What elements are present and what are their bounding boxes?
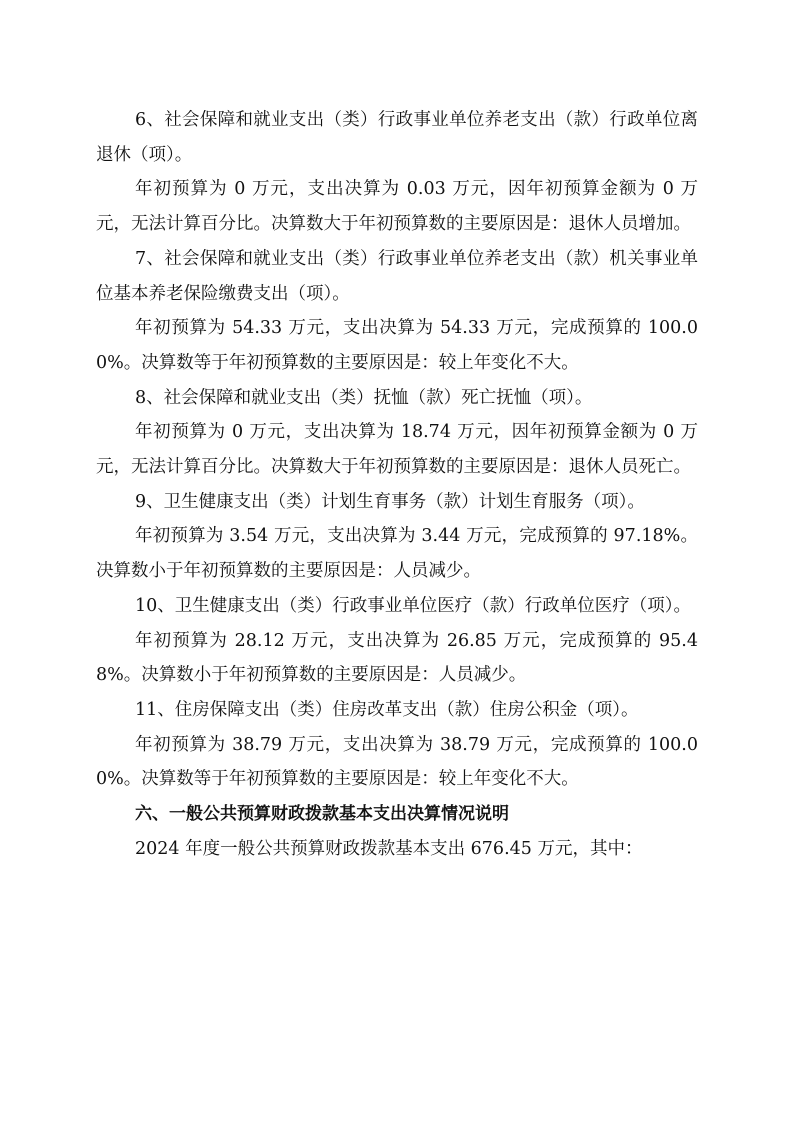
paragraph-item-8-detail: 年初预算为 0 万元，支出决算为 18.74 万元，因年初预算金额为 0 万元，无法计算百分比。决算数大于年初预算数的主要原因是：退休人员死亡。: [96, 422, 698, 478]
paragraph-item-6-title: 6、社会保障和就业支出（类）行政事业单位养老支出（款）行政单位离退休（项）。: [96, 110, 698, 165]
paragraph-item-9-detail: 年初预算为 3.54 万元，支出决算为 3.44 万元，完成预算的 97.18%。决算数小于年初预算数的主要原因是：人员减少。: [96, 526, 698, 582]
paragraph-item-8-title: 8、社会保障和就业支出（类）抚恤（款）死亡抚恤（项）。: [135, 387, 593, 408]
section-intro: 2024 年度一般公共预算财政拨款基本支出 676.45 万元，其中：: [135, 838, 643, 859]
paragraph-item-10-title: 10、卫生健康支出（类）行政事业单位医疗（款）行政单位医疗（项）。: [135, 595, 692, 616]
paragraph-item-7-detail: 年初预算为 54.33 万元，支出决算为 54.33 万元，完成预算的 100.00%。决算数等于年初预算数的主要原因是：较上年变化不大。: [96, 318, 698, 373]
document-body: [96, 103, 698, 866]
section-heading: 六、一般公共预算财政拨款基本支出决算情况说明: [135, 804, 509, 825]
paragraph-item-7-title: 7、社会保障和就业支出（类）行政事业单位养老支出（款）机关事业单位基本养老保险缴费支出（项）。: [96, 248, 698, 304]
paragraph-item-11-title: 11、住房保障支出（类）住房改革支出（款）住房公积金（项）。: [135, 699, 639, 720]
paragraph-item-11-detail: 年初预算为 38.79 万元，支出决算为 38.79 万元，完成预算的 100.00%。决算数等于年初预算数的主要原因是：较上年变化不大。: [96, 734, 698, 790]
paragraph-item-10-detail: 年初预算为 28.12 万元，支出决算为 26.85 万元，完成预算的 95.48%。决算数小于年初预算数的主要原因是：人员减少。: [96, 630, 698, 686]
paragraph-item-9-title: 9、卫生健康支出（类）计划生育事务（款）计划生育服务（项）。: [135, 491, 645, 512]
paragraph-item-6-detail: 年初预算为 0 万元，支出决算为 0.03 万元，因年初预算金额为 0 万元，无法计算百分比。决算数大于年初预算数的主要原因是：退休人员增加。: [96, 179, 698, 235]
